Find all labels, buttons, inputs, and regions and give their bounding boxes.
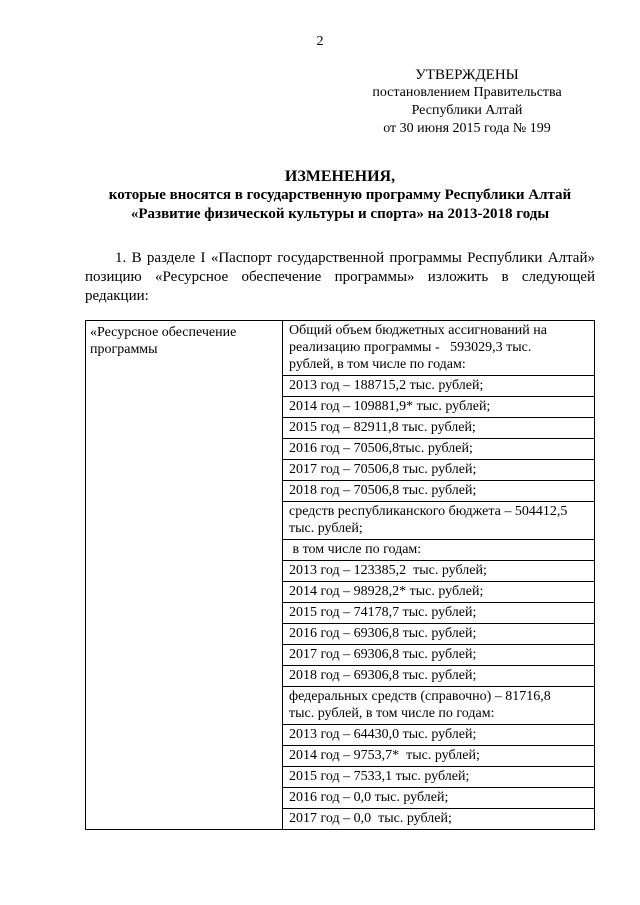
list-item — [283, 439, 594, 460]
list-item-line: 2015 год – 7533,1 тыс. рублей; — [289, 769, 470, 784]
list-item-line: 2013 год – 123385,2 тыс. рублей; — [289, 563, 487, 578]
list-item-line: 2015 год – 82911,8 тыс. рублей; — [289, 420, 476, 435]
list-item — [283, 666, 594, 687]
list-item-line: Общий объем бюджетных ассигнований на — [289, 323, 547, 338]
list-item-line: рублей, в том числе по годам: — [289, 357, 466, 372]
intro-paragraph — [85, 249, 595, 306]
list-item — [283, 788, 594, 809]
list-item-line: 2018 год – 70506,8 тыс. рублей; — [289, 483, 477, 498]
list-item-line: федеральных средств (справочно) – 81716,8 — [289, 689, 551, 704]
list-item — [283, 397, 594, 418]
list-item — [283, 502, 594, 540]
resource-table — [85, 320, 595, 830]
list-item — [283, 746, 594, 767]
funding-list — [283, 321, 594, 829]
title-line-2: которые вносятся в государственную программу Республики Алтай — [108, 187, 572, 203]
approval-line-2: постановлением Правительства — [372, 85, 562, 100]
approval-line-3: Республики Алтай — [411, 103, 523, 118]
table-row — [86, 321, 595, 830]
list-item-line: 2017 год – 70506,8 тыс. рублей; — [289, 462, 477, 477]
list-item-line: 2016 год – 70506,8тыс. рублей; — [289, 441, 473, 456]
list-item-line: 2016 год – 0,0 тыс. рублей; — [289, 790, 449, 805]
label-line-2: программы — [90, 342, 158, 357]
list-item-line: 2015 год – 74178,7 тыс. рублей; — [289, 605, 477, 620]
page-number: 2 — [316, 34, 324, 49]
list-item — [283, 561, 594, 582]
list-item-line: средств республиканского бюджета – 504412,5 — [289, 504, 568, 519]
list-item — [283, 460, 594, 481]
list-item-line: реализацию программы - 593029,3 тыс. — [289, 340, 532, 355]
title-heading: ИЗМЕНЕНИЯ, — [284, 168, 396, 185]
intro-line-2: позицию «Ресурсное обеспечение программы» изложить в следующей — [85, 269, 595, 285]
list-item — [283, 321, 594, 376]
list-item — [283, 603, 594, 624]
table-label-cell — [86, 321, 283, 830]
list-item — [283, 376, 594, 397]
table-content-cell — [283, 321, 595, 830]
list-item-line: 2013 год – 188715,2 тыс. рублей; — [289, 378, 484, 393]
approval-line-1: УТВЕРЖДЕНЫ — [415, 67, 519, 83]
list-item-line: 2017 год – 69306,8 тыс. рублей; — [289, 647, 477, 662]
intro-line-1: 1. В разделе I «Паспорт государственной программы Республики Алтай» — [115, 250, 595, 266]
list-item-line: 2017 год – 0,0 тыс. рублей; — [289, 811, 452, 826]
list-item — [283, 725, 594, 746]
list-item — [283, 624, 594, 645]
list-item — [283, 540, 594, 561]
list-item — [283, 687, 594, 725]
list-item — [283, 809, 594, 829]
document-title — [80, 167, 600, 224]
list-item — [283, 645, 594, 666]
list-item — [283, 767, 594, 788]
title-line-3: «Развитие физической культуры и спорта» на 2013-2018 годы — [130, 206, 550, 222]
list-item-line: тыс. рублей; — [289, 521, 363, 536]
list-item-line: 2016 год – 69306,8 тыс. рублей; — [289, 626, 477, 641]
list-item-line: тыс. рублей, в том числе по годам: — [289, 706, 495, 721]
list-item — [283, 481, 594, 502]
list-item — [283, 418, 594, 439]
list-item — [283, 582, 594, 603]
approval-line-4: от 30 июня 2015 года № 199 — [383, 121, 551, 136]
list-item-line: 2014 год – 9753,7* тыс. рублей; — [289, 748, 480, 763]
list-item-line: 2018 год – 69306,8 тыс. рублей; — [289, 668, 477, 683]
approval-stamp — [352, 66, 582, 138]
list-item-line: 2013 год – 64430,0 тыс. рублей; — [289, 727, 477, 742]
list-item-line: 2014 год – 98928,2* тыс. рублей; — [289, 584, 484, 599]
list-item-line: 2014 год – 109881,9* тыс. рублей; — [289, 399, 491, 414]
label-line-1: «Ресурсное обеспечение — [90, 325, 237, 340]
list-item-line: в том числе по годам: — [289, 542, 422, 557]
intro-line-3: редакции: — [85, 288, 149, 304]
